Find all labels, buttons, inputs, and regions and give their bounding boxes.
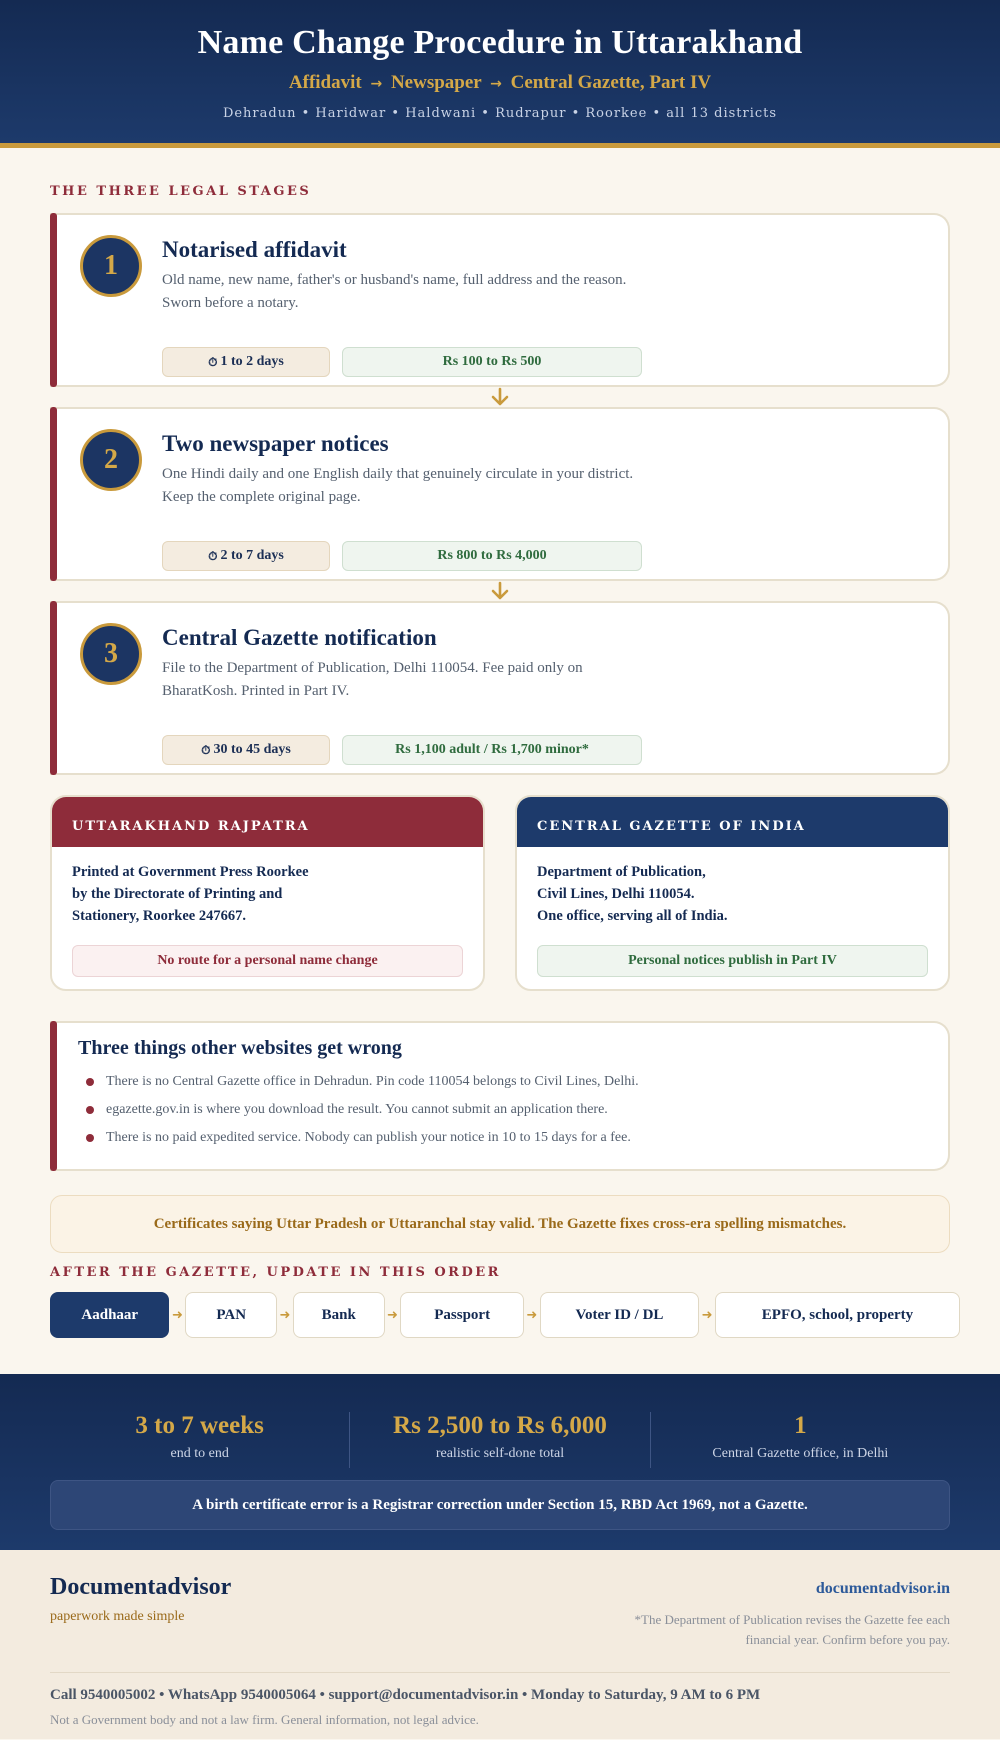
stage-description: One Hindi daily and one English daily that genuinely circulate in your district. Keep the complete original page.	[162, 466, 634, 505]
misconceptions-title: Three things other websites get wrong	[78, 1037, 402, 1059]
stage-description: File to the Department of Publication, Delhi 110054. Fee paid only on BharatKosh. Printed in Part IV.	[162, 660, 583, 699]
order-step-epfo: EPFO, school, property	[715, 1292, 960, 1338]
stat-value: 3 to 7 weeks	[135, 1412, 264, 1439]
order-step-passport: Passport	[400, 1292, 523, 1338]
brand-name: Documentadvisor	[50, 1574, 232, 1600]
central-gazette-line: Department of Publication,	[537, 864, 706, 880]
stage-description: Old name, new name, father's or husband's name, full address and the reason. Sworn before a notary.	[162, 272, 627, 311]
gazette-comparison	[50, 795, 950, 991]
birth-certificate-note: A birth certificate error is a Registrar correction under Section 15, RBD Act 1969, not a Gazette.	[50, 1480, 950, 1530]
fee-disclaimer: *The Department of Publication revises the Gazette fee each financial year. Confirm before you pay.	[634, 1612, 950, 1647]
list-item-text: egazette.gov.in is where you download the result. You cannot submit an application there.	[106, 1102, 608, 1117]
subtitle-step-affidavit: Affidavit	[288, 72, 362, 93]
state-gazette-heading: UTTARAKHAND RAJPATRA	[52, 797, 483, 847]
subtitle-arrow-icon: →	[370, 76, 383, 92]
stage-title: Notarised affidavit	[162, 237, 347, 262]
stage-time: 1 to 2 days	[220, 354, 284, 369]
central-gazette-card	[515, 795, 950, 991]
central-gazette-note: Personal notices publish in Part IV	[537, 945, 928, 977]
bullet-dot-icon	[86, 1106, 94, 1114]
stage-pills	[162, 541, 642, 571]
website-link[interactable]: documentadvisor.in	[815, 1580, 950, 1597]
stat-label: end to end	[170, 1446, 229, 1461]
contact-line: Call 9540005002 • WhatsApp 9540005064 • support@documentadvisor.in • Monday to Saturday, 9 AM to 6 PM	[50, 1687, 761, 1703]
order-step-aadhaar: Aadhaar	[50, 1292, 169, 1338]
brand-tagline: paperwork made simple	[50, 1609, 185, 1624]
chevron-down-icon	[50, 387, 950, 407]
stopwatch-icon: ⏱	[201, 742, 211, 757]
order-step-bank: Bank	[293, 1292, 385, 1338]
stage-card-1	[50, 213, 950, 387]
stat-label: Central Gazette office, in Delhi	[712, 1446, 889, 1461]
arrow-right-icon: ➜	[279, 1307, 291, 1323]
central-gazette-line: One office, serving all of India.	[537, 908, 728, 924]
stat-duration	[50, 1412, 350, 1468]
arrow-right-icon: ➜	[526, 1307, 538, 1323]
stage-number-badge: 2	[80, 429, 142, 491]
cities-line: Dehradun • Haridwar • Haldwani • Rudrapur • Roorkee • all 13 districts	[222, 106, 778, 121]
update-order-label: AFTER THE GAZETTE, UPDATE IN THIS ORDER	[50, 1265, 501, 1280]
footer-brand-block	[50, 1574, 231, 1662]
stage-time-pill	[162, 347, 330, 377]
arrow-right-icon: ➜	[701, 1307, 713, 1323]
subtitle-step-newspaper: Newspaper	[390, 72, 482, 93]
state-gazette-line: Printed at Government Press Roorkee	[72, 864, 309, 880]
bullet-dot-icon	[86, 1078, 94, 1086]
page-footer	[0, 1550, 1000, 1739]
stage-cost-pill: Rs 100 to Rs 500	[342, 347, 642, 377]
stat-office-count	[651, 1412, 950, 1468]
stage-pills	[162, 735, 642, 765]
central-gazette-heading: CENTRAL GAZETTE OF INDIA	[517, 797, 948, 847]
legal-disclaimer: Not a Government body and not a law firm. General information, not legal advice.	[50, 1712, 479, 1727]
central-gazette-line: Civil Lines, Delhi 110054.	[537, 886, 695, 902]
list-item	[78, 1126, 948, 1154]
state-gazette-body	[52, 847, 483, 927]
list-item	[78, 1098, 948, 1126]
stat-label: realistic self-done total	[435, 1446, 565, 1461]
stat-cost	[350, 1412, 650, 1468]
stage-cost-pill: Rs 1,100 adult / Rs 1,700 minor*	[342, 735, 642, 765]
chevron-down-icon	[50, 581, 950, 601]
stopwatch-icon: ⏱	[208, 354, 218, 369]
stat-value: Rs 2,500 to Rs 6,000	[393, 1412, 607, 1439]
stage-time-pill	[162, 541, 330, 571]
state-gazette-line: by the Directorate of Printing and	[72, 886, 283, 902]
list-item-text: There is no paid expedited service. Nobody can publish your notice in 10 to 15 days for a fee.	[106, 1130, 631, 1145]
stage-card-2	[50, 407, 950, 581]
list-item-text: There is no Central Gazette office in Dehradun. Pin code 110054 belongs to Civil Lines, Delhi.	[106, 1074, 639, 1089]
stage-time-pill	[162, 735, 330, 765]
update-order-steps	[50, 1292, 960, 1338]
arrow-right-icon: ➜	[171, 1307, 183, 1323]
stage-time: 2 to 7 days	[220, 548, 284, 563]
stat-value: 1	[794, 1412, 807, 1439]
stage-cost-pill: Rs 800 to Rs 4,000	[342, 541, 642, 571]
page-subtitle	[0, 72, 1000, 94]
certificate-validity-notice: Certificates saying Uttar Pradesh or Uttaranchal stay valid. The Gazette fixes cross-era spelling mismatches.	[50, 1195, 950, 1253]
summary-stats-band	[0, 1374, 1000, 1550]
misconceptions-list	[78, 1070, 948, 1154]
subtitle-step-gazette: Central Gazette, Part IV	[510, 72, 712, 93]
page-header	[0, 0, 1000, 148]
order-step-pan: PAN	[185, 1292, 277, 1338]
arrow-right-icon: ➜	[387, 1307, 398, 1323]
stage-time: 30 to 45 days	[213, 742, 291, 757]
subtitle-arrow-icon: →	[490, 76, 502, 92]
stage-number-badge: 3	[80, 623, 142, 685]
stages-section-label: THE THREE LEGAL STAGES	[50, 184, 312, 199]
page-title: Name Change Procedure in Uttarakhand	[197, 24, 803, 61]
state-gazette-note: No route for a personal name change	[72, 945, 463, 977]
stage-pills	[162, 347, 642, 377]
stage-title: Central Gazette notification	[162, 625, 437, 650]
footer-divider	[50, 1672, 950, 1673]
footer-top	[50, 1574, 950, 1662]
stats-row	[50, 1412, 950, 1468]
state-gazette-card	[50, 795, 485, 991]
stage-number-badge: 1	[80, 235, 142, 297]
state-gazette-line: Stationery, Roorkee 247667.	[72, 908, 246, 924]
main-content	[0, 184, 1000, 1338]
stage-card-3	[50, 601, 950, 775]
bullet-dot-icon	[86, 1134, 94, 1142]
stage-title: Two newspaper notices	[162, 431, 389, 456]
stopwatch-icon: ⏱	[208, 548, 218, 563]
list-item	[78, 1070, 948, 1098]
footer-right-block	[630, 1574, 950, 1662]
central-gazette-body	[517, 847, 948, 927]
misconceptions-card	[50, 1021, 950, 1171]
order-step-voter-id: Voter ID / DL	[540, 1292, 699, 1338]
